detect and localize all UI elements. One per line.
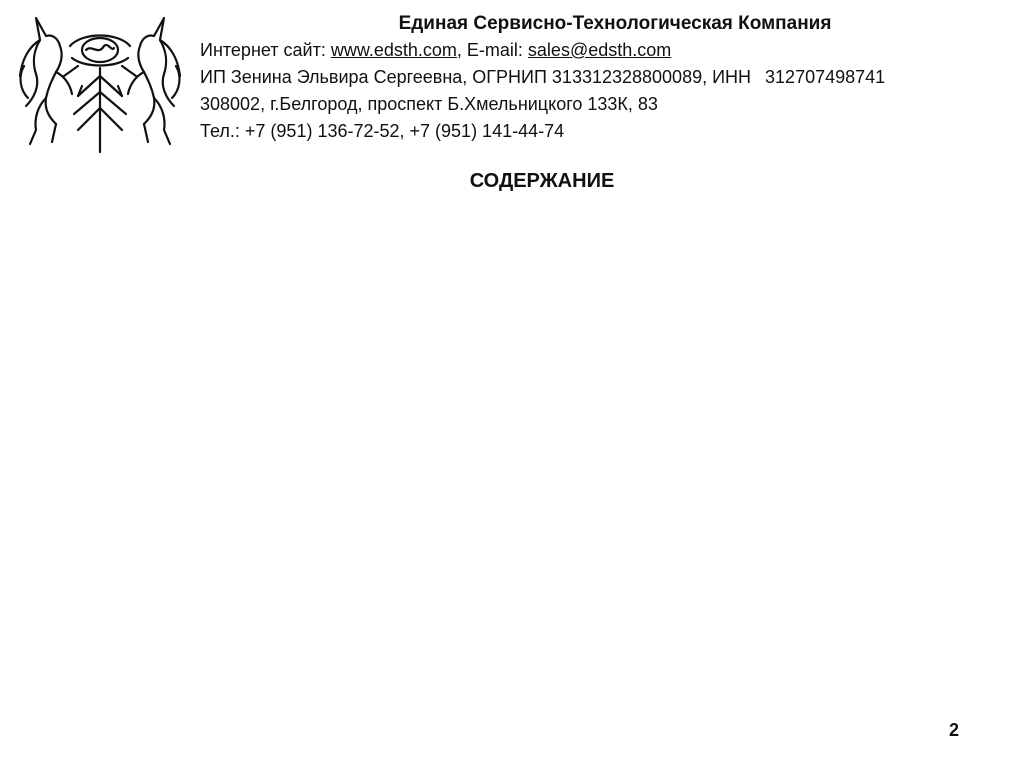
inn-number: 312707498741 — [765, 67, 886, 87]
contacts-line — [200, 37, 1010, 64]
company-coat-of-arms-logo — [12, 6, 188, 156]
address-line: 308002, г.Белгород, проспект Б.Хмельницкого 133К, 83 — [200, 94, 658, 114]
page-number: 2 — [948, 720, 959, 740]
phones-line: Тел.: +7 (951) 136-72-52, +7 (951) 141-44-74 — [200, 121, 565, 141]
email-link[interactable]: sales@edsth.com — [527, 40, 672, 60]
website-label: Интернет сайт: — [200, 40, 331, 60]
company-header — [200, 10, 1010, 145]
email-label: , E-mail: — [456, 40, 528, 60]
toc-title: СОДЕРЖАНИЕ — [469, 170, 615, 192]
entrepreneur-info: ИП Зенина Эльвира Сергеевна, ОГРНИП 313312328800089, ИНН — [200, 67, 752, 87]
entrepreneur-line — [200, 64, 1010, 91]
company-name: Единая Сервисно-Технологическая Компания — [398, 13, 832, 34]
website-link[interactable]: www.edsth.com — [330, 40, 457, 60]
